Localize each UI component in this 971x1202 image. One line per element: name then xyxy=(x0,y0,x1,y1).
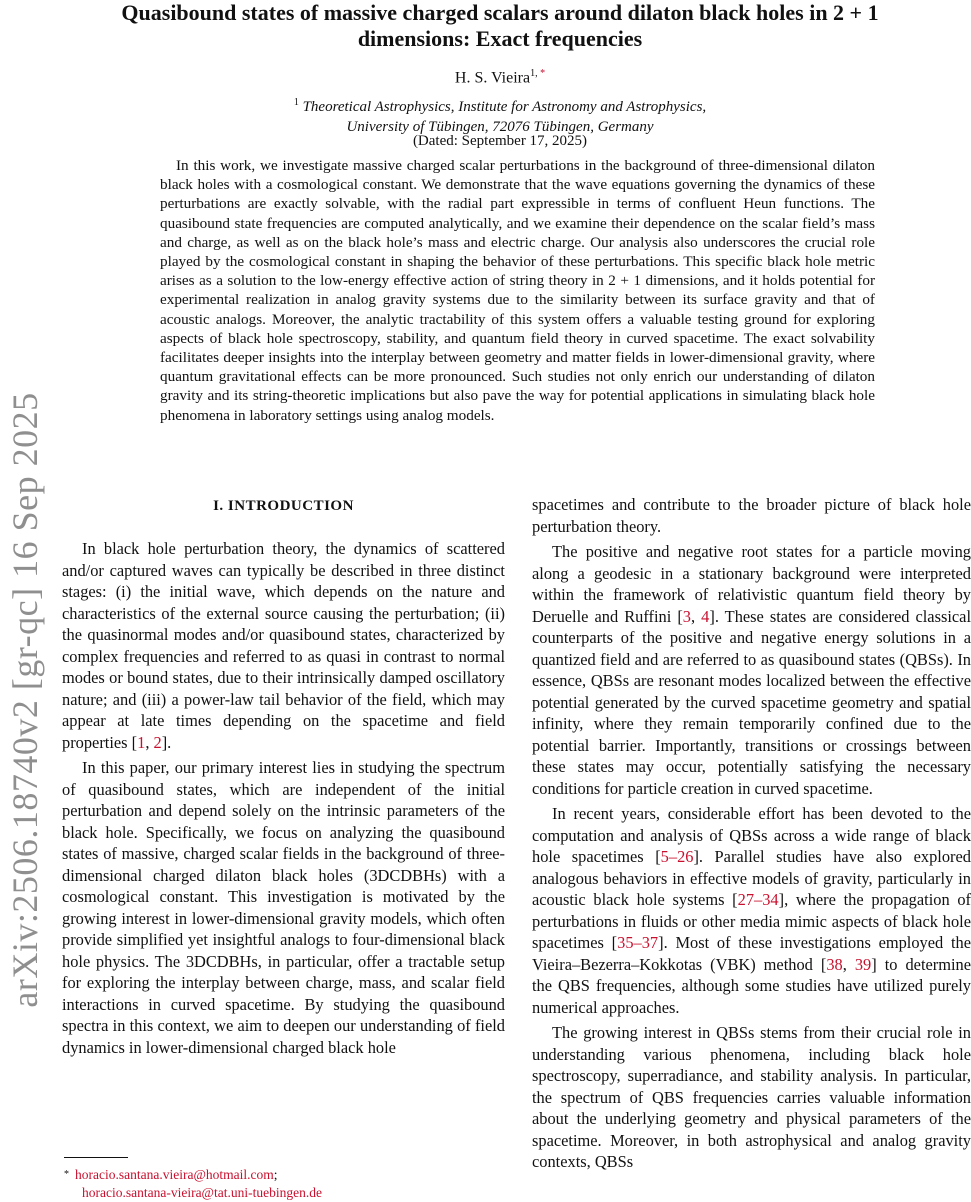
affiliation-number: 1 xyxy=(293,97,299,108)
intro-paragraph-4: In recent years, considerable effort has been devoted to the computation and analysis of QBSs across a wide range of black hole spacetimes [5–26]. Parallel studies have also explored analogous behaviors in effective models of gravity, particularly in acoustic black hole systems [27–34], where the propagation of perturbations in fluids or other media mimic aspects of black hole spacetimes [35–37]. Most of these investigations employed the Vieira–Bezerra–Kokkotas (VBK) method [38, 39] to determine the QBS frequencies, although some studies have utilized purely numerical approaches. xyxy=(532,804,971,1017)
email-link[interactable]: horacio.santana.vieira@hotmail.com xyxy=(75,1167,274,1182)
intro-paragraph-2-continued: spacetimes and contribute to the broader picture of black hole perturbation theory. xyxy=(532,495,971,536)
intro-paragraph-1: In black hole perturbation theory, the dynamics of scattered and/or captured waves can typically be described in three distinct stages: (i) the initial wave, which depends on the nature and characteristics of the external source causing the perturbation; (ii) the quasinormal modes and/or quasibound states, characterized by complex frequencies and referred to as quasi in contrast to normal modes or bound states, due to their intrinsically damped oscillatory nature; and (iii) a power-law tail behavior of the field, which may appear at late times depending on the spacetime and field properties [1, 2]. xyxy=(62,539,505,752)
footnote: * horacio.santana.vieira@hotmail.com; horacio.santana-vieira@tat.uni-tuebingen.de xyxy=(64,1167,322,1200)
footnote-marker: * xyxy=(64,1169,69,1180)
arxiv-sidebar xyxy=(0,300,50,1100)
affiliation-line-1: Theoretical Astrophysics, Institute for Astronomy and Astrophysics, xyxy=(302,99,707,115)
citation-link[interactable]: 4 xyxy=(701,606,710,626)
affiliation-line-2: University of Tübingen, 72076 Tübingen, Germany xyxy=(346,119,654,135)
title-line-1: Quasibound states of massive charged scalars around dilaton black holes in 2 + 1 xyxy=(121,0,879,25)
section-heading: I. INTRODUCTION xyxy=(213,498,354,514)
intro-paragraph-2: In this paper, our primary interest lies in studying the spectrum of quasibound states, which are independent of the initial perturbation and depend solely on the intrinsic parameters of the black hole. Specifically, we focus on analyzing the quasibound states of massive, charged scalar fields in the background of three-dimensional charged dilaton black holes (3DCDBHs) with a cosmological constant. This investigation is motivated by the growing interest in lower-dimensional gravity models, which often provide simplified yet insightful analogs to four-dimensional black hole physics. The 3DCDBHs, in particular, offer a tractable setup for exploring the interplay between charge, mass, and scalar field interactions in curved spacetime. By studying the quasibound spectra in this context, we aim to deepen our understanding of field dynamics in lower-dimensional charged black hole xyxy=(62,758,505,1057)
intro-paragraph-5: The growing interest in QBSs stems from their crucial role in understanding various phenomena, including black hole spectroscopy, superradiance, and stability analysis. In particular, the spectrum of QBS frequencies carries valuable information about the underlying geometry and physical parameters of the spacetime. Moreover, in both astrophysical and analog gravity contexts, QBSs xyxy=(532,1023,971,1171)
arxiv-identifier: arXiv:2506.18740v2 [gr-qc] 16 Sep 2025 xyxy=(5,392,45,1008)
intro-paragraph-3: The positive and negative root states for a particle moving along a geodesic in a stationary background were interpreted within the framework of relativistic quantum field theory by Deruelle and Ruffini [3, 4]. These states are considered classical counterparts of the positive and negative energy solutions in a quantized field and are referred to as quasibound states (QBSs). In essence, QBSs are resonant modes localized between the effective potential generated by the curved spacetime geometry and spatial infinity, where they remain temporarily confined due to the potential barrier. Importantly, transitions or crossings between these states may occur, potentially satisfying the necessary conditions for particle creation in curved spacetime. xyxy=(532,542,971,798)
citation-link[interactable]: 35–37 xyxy=(617,933,659,952)
date-line: (Dated: September 17, 2025) xyxy=(412,133,588,149)
footnote-rule xyxy=(64,1157,128,1158)
citation-link[interactable]: 39 xyxy=(854,954,872,974)
email-link[interactable]: horacio.santana-vieira@tat.uni-tuebingen.de xyxy=(82,1185,322,1200)
citation-link[interactable]: 1 xyxy=(137,732,146,752)
right-column xyxy=(532,494,971,1173)
abstract: In this work, we investigate massive charged scalar perturbations in the background of three-dimensional dilaton black holes with a cosmological constant. We demonstrate that the wave equations governing the dynamics of these perturbations are exactly solvable, with the radial part expressible in terms of confluent Heun functions. The quasibound state frequencies are computed analytically, and we examine their dependence on the scalar field’s mass and charge, as well as on the black hole’s mass and electric charge. Our analysis also underscores the crucial role played by the cosmological constant in shaping the behavior of these perturbations. This specific black hole metric arises as a solution to the low-energy effective action of string theory in 2 + 1 dimensions, and it holds potential for experimental realization in analog gravity systems due to the similarity between its surface gravity and that of acoustic analogs. Moreover, the analytic tractability of this system offers a valuable testing ground for exploring aspects of black hole spectroscopy, stability, and quantum field theory in curved spacetime. The exact solvability facilitates deeper insights into the interplay between geometry and matter fields in lower-dimensional gravity, where quantum gravitational effects can be more pronounced. Such studies not only enrich our understanding of dilaton gravity and its string-theoretic implications but also pave the way for potential applications in simulating black hole phenomena in laboratory settings using analog models. xyxy=(160,157,875,424)
citation-link[interactable]: 2 xyxy=(153,732,162,752)
paper-title xyxy=(60,0,940,52)
title-line-2: dimensions: Exact frequencies xyxy=(357,26,643,51)
author-footnote-link[interactable]: * xyxy=(537,68,546,79)
citation-link[interactable]: 38 xyxy=(826,954,843,974)
author-superscript: 1, * xyxy=(530,68,546,79)
left-column xyxy=(62,496,505,1058)
citation-link[interactable]: 3 xyxy=(682,606,691,626)
author-name: H. S. Vieira xyxy=(454,69,531,87)
citation-link[interactable]: 27–34 xyxy=(737,890,779,909)
citation-link[interactable]: 5–26 xyxy=(660,847,694,866)
affiliation xyxy=(60,93,940,137)
author-line xyxy=(60,68,940,87)
